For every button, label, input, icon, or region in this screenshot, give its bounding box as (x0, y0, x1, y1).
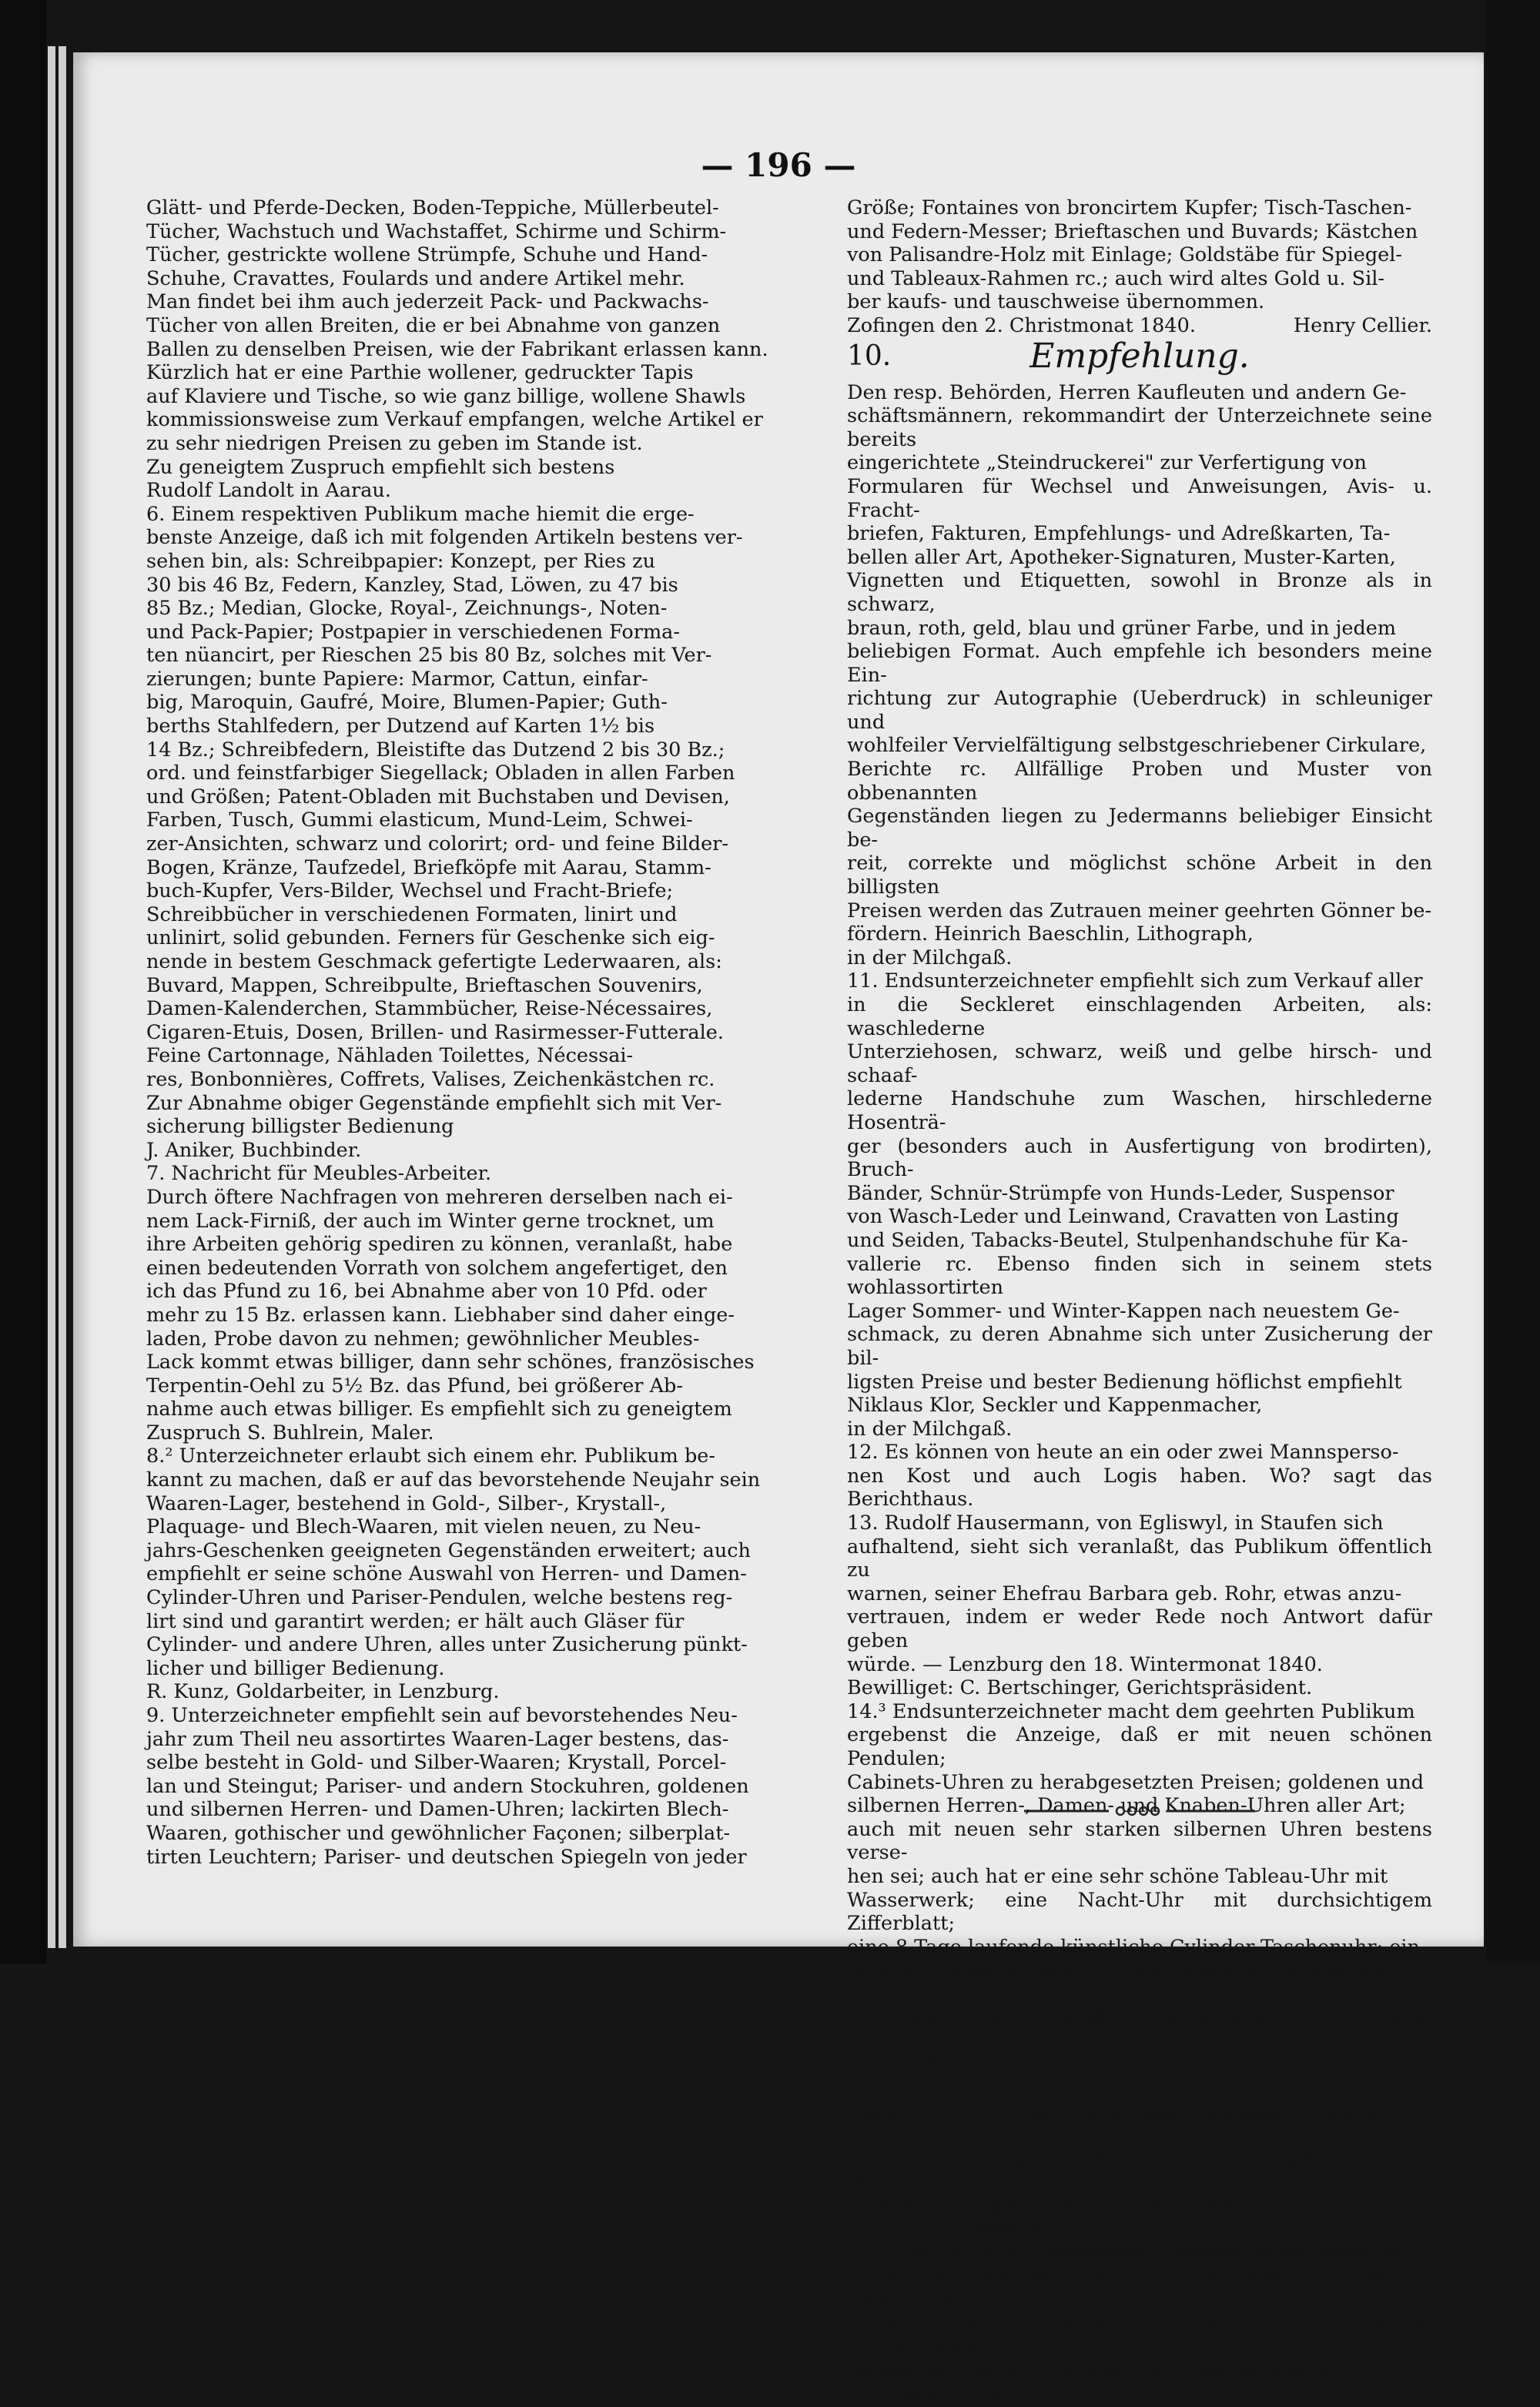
right-column-bottom-line: 15.³ Zwei vielfach bewanderte Kleiderreiniger haben sich (847, 2241, 1422, 2265)
right-column-bottom-line: eingerichtete „Steindruckerei" zur Verfertigung von (847, 451, 1367, 475)
left-column-line: und Größen; Patent-Obladen mit Buchstaben und Devisen, (146, 785, 730, 808)
right-column-bottom-line: Den resp. Behörden, Herren Kaufleuten und andern Ge- (847, 380, 1407, 404)
left-column-line: Glätt- und Pferde-Decken, Boden-Teppiche, Müllerbeutel- (146, 196, 719, 219)
left-column-line: und Pack-Papier; Postpapier in verschiedenen Forma- (146, 620, 680, 644)
date-line (847, 314, 1432, 338)
left-column-line: Farben, Tusch, Gummi elasticum, Mund-Leim, Schwei- (146, 808, 693, 832)
right-column-bottom-line: Unterziehosen, schwarz, weiß und gelbe hirsch- und schaaf- (847, 1040, 1432, 1087)
right-column-top-line: Größe; Fontaines von broncirtem Kupfer; Tisch-Taschen- (847, 196, 1412, 219)
left-column-line: ihre Arbeiten gehörig spediren zu können, veranlaßt, habe (146, 1233, 733, 1257)
right-column-bottom-line: reit, correkte und möglichst schöne Arbeit in den billigsten (847, 852, 1432, 899)
page-edge-1 (48, 46, 55, 1948)
right-column-bottom-line: in hiesiger Stadt verbunden, alte Kleidungsstücke, als: (847, 2265, 1394, 2289)
left-column (146, 196, 843, 1869)
right-column-bottom-line: und Seiden, Tabacks-Beutel, Stulpenhandschuhe für Ka- (847, 1228, 1408, 1252)
left-column-line: Durch öftere Nachfragen von mehreren derselben nach ei- (146, 1185, 733, 1209)
left-column-line: J. Aniker, Buchbinder. (146, 1138, 362, 1162)
right-column-top-line: von Palisandre-Holz mit Einlage; Goldstäbe für Spiegel- (847, 243, 1403, 267)
right-column-bottom-line: vallerie rc. Ebenso finden sich in seinem stets wohlassortirten (847, 1252, 1432, 1300)
right-column-bottom-line: großes wohlschliessendes, starktönendes Musik-Werk, 4 der (847, 1959, 1432, 2006)
right-column-bottom-line: vertrauen, indem er weder Rede noch Antwort dafür geben (847, 1605, 1432, 1653)
right-column-top (847, 196, 1432, 314)
left-column-line: benste Anzeige, daß ich mit folgenden Artikeln bestens ver- (146, 526, 743, 550)
right-column-bottom-line: hält immer sehr feine und flache Gläser für Cylinder- und (847, 2077, 1421, 2101)
right-column-bottom-line: Lager Sommer- und Winter-Kappen nach neuestem Ge- (847, 1299, 1400, 1323)
right-column-bottom-line: 12. Es können von heute an ein oder zwei Mannsperso- (847, 1441, 1399, 1465)
left-column-line: licher und billiger Bedienung. (146, 1656, 445, 1680)
right-column-bottom-line: beliebigen Format. Auch empfehle ich besonders meine Ein- (847, 640, 1432, 687)
left-column-line: Ballen zu denselben Preisen, wie der Fabrikant erlassen kann. (146, 337, 768, 361)
left-column-line: 30 bis 46 Bz, Federn, Kanzley, Stad, Löwen, zu 47 bis (146, 573, 678, 597)
right-column-top-line: und Federn-Messer; Brieftaschen und Buvards; Kästchen (847, 219, 1418, 243)
right-column-bottom-line: schäftsmännern, rekommandirt der Unterzeichnete seine bereits (847, 404, 1432, 451)
left-column-line: zer-Ansichten, schwarz und colorirt; ord- und feine Bilder- (146, 832, 728, 856)
left-column-line: Rudolf Landolt in Aarau. (146, 479, 391, 503)
date-place: Zofingen den 2. Christmonat 1840. (847, 313, 1196, 337)
right-column-bottom-line: hen sei; auch hat er eine sehr schöne Tableau-Uhr mit (847, 1864, 1388, 1888)
right-column-bottom-line: in die Seckleret einschlagenden Arbeiten, als: waschlederne (847, 993, 1432, 1040)
left-column-line: 6. Einem respektiven Publikum mache hiemit die erge- (146, 502, 695, 526)
left-column-line: 8.² Unterzeichneter erlaubt sich einem ehr. Publikum be- (146, 1445, 715, 1468)
left-column-line: ord. und feinstfarbiger Siegellack; Obladen in allen Farben (146, 762, 735, 785)
left-column-line: 85 Bz.; Median, Glocke, Royal-, Zeichnungs-, Noten- (146, 597, 668, 621)
right-column-bottom (847, 381, 1432, 2407)
left-column-line: nahme auch etwas billiger. Es empfiehlt sich zu geneigtem (146, 1398, 732, 1421)
left-column-line: einen bedeutenden Vorrath von solchem angefertiget, den (146, 1256, 728, 1280)
right-column-bottom-line: schmack, zu deren Abnahme sich unter Zusicherung der bil- (847, 1323, 1432, 1370)
right-column-bottom-line: Formularen für Wechsel und Anweisungen, Avis- u. Fracht- (847, 474, 1432, 522)
right-column-bottom-line: bellen aller Art, Apotheker-Signaturen, Muster-Karten, (847, 545, 1396, 569)
left-column-line: unlinirt, solid gebunden. Ferners für Geschenke sich eig- (146, 926, 715, 950)
left-column-line: Zur Abnahme obiger Gegenstände empfiehlt sich mit Ver- (146, 1091, 722, 1115)
left-column-line: Tücher, Wachstuch und Wachstaffet, Schirme und Schirm- (146, 219, 727, 243)
right-column-bottom-line: ligsten Preise und bester Bedienung höflichst empfiehlt (847, 1370, 1402, 1394)
left-column-line: Damen-Kalenderchen, Stammbücher, Reise-Nécessaires, (146, 997, 713, 1021)
right-column-bottom-line: Wasserwerk; eine Nacht-Uhr mit durchsichtigem Zifferblatt; (847, 1888, 1432, 1936)
right-column-top-line: ber kaufs- und tauschweise übernommen. (847, 290, 1265, 314)
left-column-line: Buvard, Mappen, Schreibpulte, Brieftaschen Souvenirs, (146, 973, 703, 997)
right-column-bottom-line: mit er sich seinen werthen Gönnern zu Stadt und Land fer- (847, 2148, 1432, 2194)
right-column-bottom-line: empfohlen haben. Ihre Wohnung befindet sich in Nr. 67. (847, 2359, 1408, 2383)
right-column-bottom-line: in der Milchgaß. (847, 946, 1013, 969)
right-column-bottom-line: 13. Rudolf Hausermann, von Egliswyl, in Staufen sich (847, 1511, 1384, 1535)
scan-left-edge (0, 0, 46, 1963)
left-column-line: Plaquage- und Blech-Waaren, mit vielen neuen, zu Neu- (146, 1515, 701, 1539)
date-signature: Henry Cellier. (1293, 313, 1432, 337)
right-column-bottom-line: braun, roth, geld, blau und grüner Farbe, und in jedem (847, 616, 1397, 640)
right-column-bottom-line: richtung zur Autographie (Ueberdruck) in schleuniger und (847, 687, 1432, 734)
right-column-bottom-line: beliebtesten Stücke spielend; nebst andern Musik-Dosen, 3 (847, 2006, 1432, 2054)
right-column-top-line: und Tableaux-Rahmen rc.; auch wird altes Gold u. Sil- (847, 266, 1385, 290)
left-column-line: nem Lack-Firniß, der auch im Winter gerne trocknet, um (146, 1209, 715, 1233)
right-column-bottom-line: lederne Handschuhe zum Waschen, hirschlederne Hosenträ- (847, 1087, 1432, 1134)
left-column-line: zierungen; bunte Papiere: Marmor, Cattun, einfar- (146, 667, 648, 691)
left-column-line: Cigaren-Etuis, Dosen, Brillen- und Rasirmesser-Futterale. (146, 1020, 724, 1044)
left-column-line: Bogen, Kränze, Taufzedel, Briefköpfe mit Aarau, Stamm- (146, 855, 711, 879)
page-edge-2 (59, 46, 66, 1948)
left-column-line: Tücher, gestrickte wollene Strümpfe, Schuhe und Hand- (146, 243, 708, 267)
left-column-line: 7. Nachricht für Meubles-Arbeiter. (146, 1162, 492, 1186)
left-column-line: Kürzlich hat er eine Parthie wollener, gedruckter Tapis (146, 361, 694, 385)
right-column-bottom-line: nen Kost und auch Logis haben. Wo? sagt das Berichthaus. (847, 1464, 1432, 1511)
right-column-bottom-line: Berichte rc. Allfällige Proben und Muster von obbenannten (847, 758, 1432, 805)
right-column-bottom-line: andere Uhren, billige und gute Bedienung versichernd; wo- (847, 2100, 1432, 2148)
left-column-line: Cylinder- und andere Uhren, alles unter Zusicherung pünkt- (146, 1633, 748, 1657)
left-column-line: zu sehr niedrigen Preisen zu geben im Stande ist. (146, 431, 643, 455)
left-column-line: res, Bonbonnières, Coffrets, Valises, Zeichenkästchen rc. (146, 1067, 715, 1091)
left-column-line: 14 Bz.; Schreibfedern, Bleistifte das Dutzend 2 bis 30 Bz.; (146, 738, 725, 762)
right-column-bottom-line: Niklaus Klor, Seckler und Kappenmacher, (847, 1394, 1263, 1418)
right-column-bottom-line: G. F. Fisch, Uhrenmacher. (847, 2218, 1106, 2241)
right-column-bottom-line: Wolle, Seide, Indienne, Perstenne, Merinos rc. zu rei- (847, 2288, 1380, 2312)
left-column-line: nende in bestem Geschmack gefertigte Lederwaaren, als: (146, 950, 722, 973)
left-column-line: mehr zu 15 Bz. erlassen kann. Liebhaber sind daher einge- (146, 1303, 735, 1327)
left-column-line: und silbernen Herren- und Damen-Uhren; lackirten Blech- (146, 1798, 729, 1822)
empfehlung-heading (847, 338, 1432, 378)
end-ornament (1024, 1802, 1255, 1820)
left-column-line: laden, Probe davon zu nehmen; gewöhnlicher Meubles- (146, 1327, 700, 1351)
right-column-bottom-line: 14.³ Endsunterzeichneter macht dem geehrten Publikum (847, 1699, 1415, 1723)
left-column-line: tirten Leuchtern; Pariser- und deutschen Spiegeln von jeder (146, 1845, 747, 1869)
scan-right-edge (1486, 0, 1540, 1963)
left-column-line: 9. Unterzeichneter empfiehlt sein auf bevorstehendes Neu- (146, 1704, 738, 1727)
right-column-bottom-line: Vignetten und Etiquetten, sowohl in Bronze als in schwarz, (847, 569, 1432, 616)
left-column-line: Cylinder-Uhren und Pariser-Pendulen, welche bestens reg- (146, 1586, 733, 1610)
right-column-bottom-line: ger (besonders auch in Ausfertigung von brodirten), Bruch- (847, 1134, 1432, 1182)
left-column-line: berths Stahlfedern, per Dutzend auf Karten 1½ bis (146, 715, 655, 738)
left-column-line: ich das Pfund zu 16, bei Abnahme aber von 10 Pfd. oder (146, 1280, 707, 1304)
right-column-bottom-line: nigen. Beide möchten sich dem ehr. Publikum unterthänigst (847, 2312, 1432, 2359)
heading-number: 10. (847, 340, 892, 372)
left-column-line: sicherung billigster Bedienung (146, 1115, 454, 1139)
right-column-bottom-line: Cabinets-Uhren zu herabgesetzten Preisen; goldenen und (847, 1770, 1424, 1794)
right-column-bottom-line: und 2 Stücke spielend; alles auf ein Jahr Garantie; und (847, 2053, 1394, 2077)
right-column-bottom-line: warnen, seiner Ehefrau Barbara geb. Rohr, etwas anzu- (847, 1582, 1402, 1605)
right-column-bottom-line: Bänder, Schnür-Strümpfe von Hunds-Leder, Suspensor (847, 1181, 1394, 1205)
right-column (847, 196, 1432, 2407)
left-column-line: jahr zum Theil neu assortirtes Waaren-Lager bestens, das- (146, 1727, 729, 1751)
left-column-line: buch-Kupfer, Vers-Bilder, Wechsel und Fracht-Briefe; (146, 879, 674, 903)
left-column-line: ten nüancirt, per Rieschen 25 bis 80 Bz, solches mit Ver- (146, 644, 712, 668)
left-column-line: selbe besteht in Gold- und Silber-Waaren; Krystall, Porcel- (146, 1751, 727, 1775)
right-column-bottom-line: briefen, Fakturen, Empfehlungs- und Adreßkarten, Ta- (847, 522, 1391, 546)
left-column-line: Waaren, gothischer und gewöhnlicher Façonen; silberplat- (146, 1821, 731, 1845)
right-column-bottom-line: silbernen Herren-, Damen- und Knaben-Uhren aller Art; (847, 1794, 1406, 1818)
left-column-line: R. Kunz, Goldarbeiter, in Lenzburg. (146, 1680, 500, 1704)
left-column-line: empfiehlt er seine schöne Auswahl von Herren- und Damen- (146, 1562, 747, 1586)
left-column-line: Lack kommt etwas billiger, dann sehr schönes, französisches (146, 1351, 755, 1374)
right-column-bottom-line: 11. Endsunterzeichneter empfiehlt sich zum Verkauf aller (847, 969, 1423, 993)
left-column-line: Tücher von allen Breiten, die er bei Abnahme von ganzen (146, 313, 721, 337)
left-column-line: Terpentin-Oehl zu 5½ Bz. das Pfund, bei größerer Ab- (146, 1374, 683, 1398)
right-column-bottom-line: auch mit neuen sehr starken silbernen Uhren bestens verse- (847, 1817, 1432, 1865)
left-column-line: Zu geneigtem Zuspruch empfiehlt sich bestens (146, 455, 615, 479)
right-column-bottom-line: Bewilliget: C. Bertschinger, Gerichtspräsident. (847, 1676, 1313, 1700)
left-column-line: lirt sind und garantirt werden; er hält auch Gläser für (146, 1609, 685, 1633)
right-column-bottom-line: eine 8 Tage laufende künstliche Cylinder-Taschenuhr; ein (847, 1935, 1420, 1959)
left-column-line: jahrs-Geschenken geeigneten Gegenständen erweitert; auch (146, 1538, 751, 1562)
right-column-bottom-line: fördern. Heinrich Baeschlin, Lithograph, (847, 922, 1254, 946)
left-column-line: kannt zu machen, daß er auf das bevorstehende Neujahr sein (146, 1468, 761, 1492)
left-column-line: sehen bin, als: Schreibpapier: Konzept, per Ries zu (146, 549, 656, 573)
right-column-bottom-line: Preisen werden das Zutrauen meiner geehrten Gönner be- (847, 899, 1432, 922)
heading-title: Empfehlung. (1029, 336, 1250, 376)
right-column-bottom-line: würde. — Lenzburg den 18. Wintermonat 1840. (847, 1652, 1323, 1676)
left-column-line: Schuhe, Cravattes, Foulards und andere Artikel mehr. (146, 266, 685, 290)
left-column-line: kommissionsweise zum Verkauf empfangen, welche Artikel er (146, 408, 763, 432)
right-column-bottom-line: ners für geneigten Zuspruch empfiehlt. (847, 2194, 1240, 2218)
right-column-bottom-line: Gegenständen liegen zu Jedermanns beliebiger Einsicht be- (847, 805, 1432, 852)
left-column-line: Feine Cartonnage, Nähladen Toilettes, Nécessai- (146, 1044, 634, 1068)
left-column-line: Waaren-Lager, bestehend in Gold-, Silber-, Krystall-, (146, 1491, 667, 1515)
left-column-line: lan und Steingut; Pariser- und andern Stockuhren, goldenen (146, 1774, 749, 1798)
left-column-line: Zuspruch S. Buhlrein, Maler. (146, 1421, 434, 1445)
right-column-bottom-line: ergebenst die Anzeige, daß er mit neuen schönen Pendulen; (847, 1723, 1432, 1770)
right-column-bottom-line: bei Wittwe Gysi. (847, 2383, 1010, 2407)
right-column-bottom-line: in der Milchgaß. (847, 1417, 1013, 1441)
left-column-line: Man findet bei ihm auch jederzeit Pack- und Packwachs- (146, 290, 709, 314)
left-column-line: Schreibbücher in verschiedenen Formaten, linirt und (146, 902, 678, 926)
left-column-line: auf Klaviere und Tische, so wie ganz billige, wollene Shawls (146, 384, 746, 408)
right-column-bottom-line: von Wasch-Leder und Leinwand, Cravatten von Lasting (847, 1205, 1399, 1229)
right-column-bottom-line: wohlfeiler Vervielfältigung selbstgeschriebener Cirkulare, (847, 734, 1427, 758)
page-number: — 196 — (701, 146, 856, 184)
left-column-line: big, Maroquin, Gaufré, Moire, Blumen-Papier; Guth- (146, 691, 668, 715)
right-column-bottom-line: aufhaltend, sieht sich veranlaßt, das Publikum öffentlich zu (847, 1535, 1432, 1582)
